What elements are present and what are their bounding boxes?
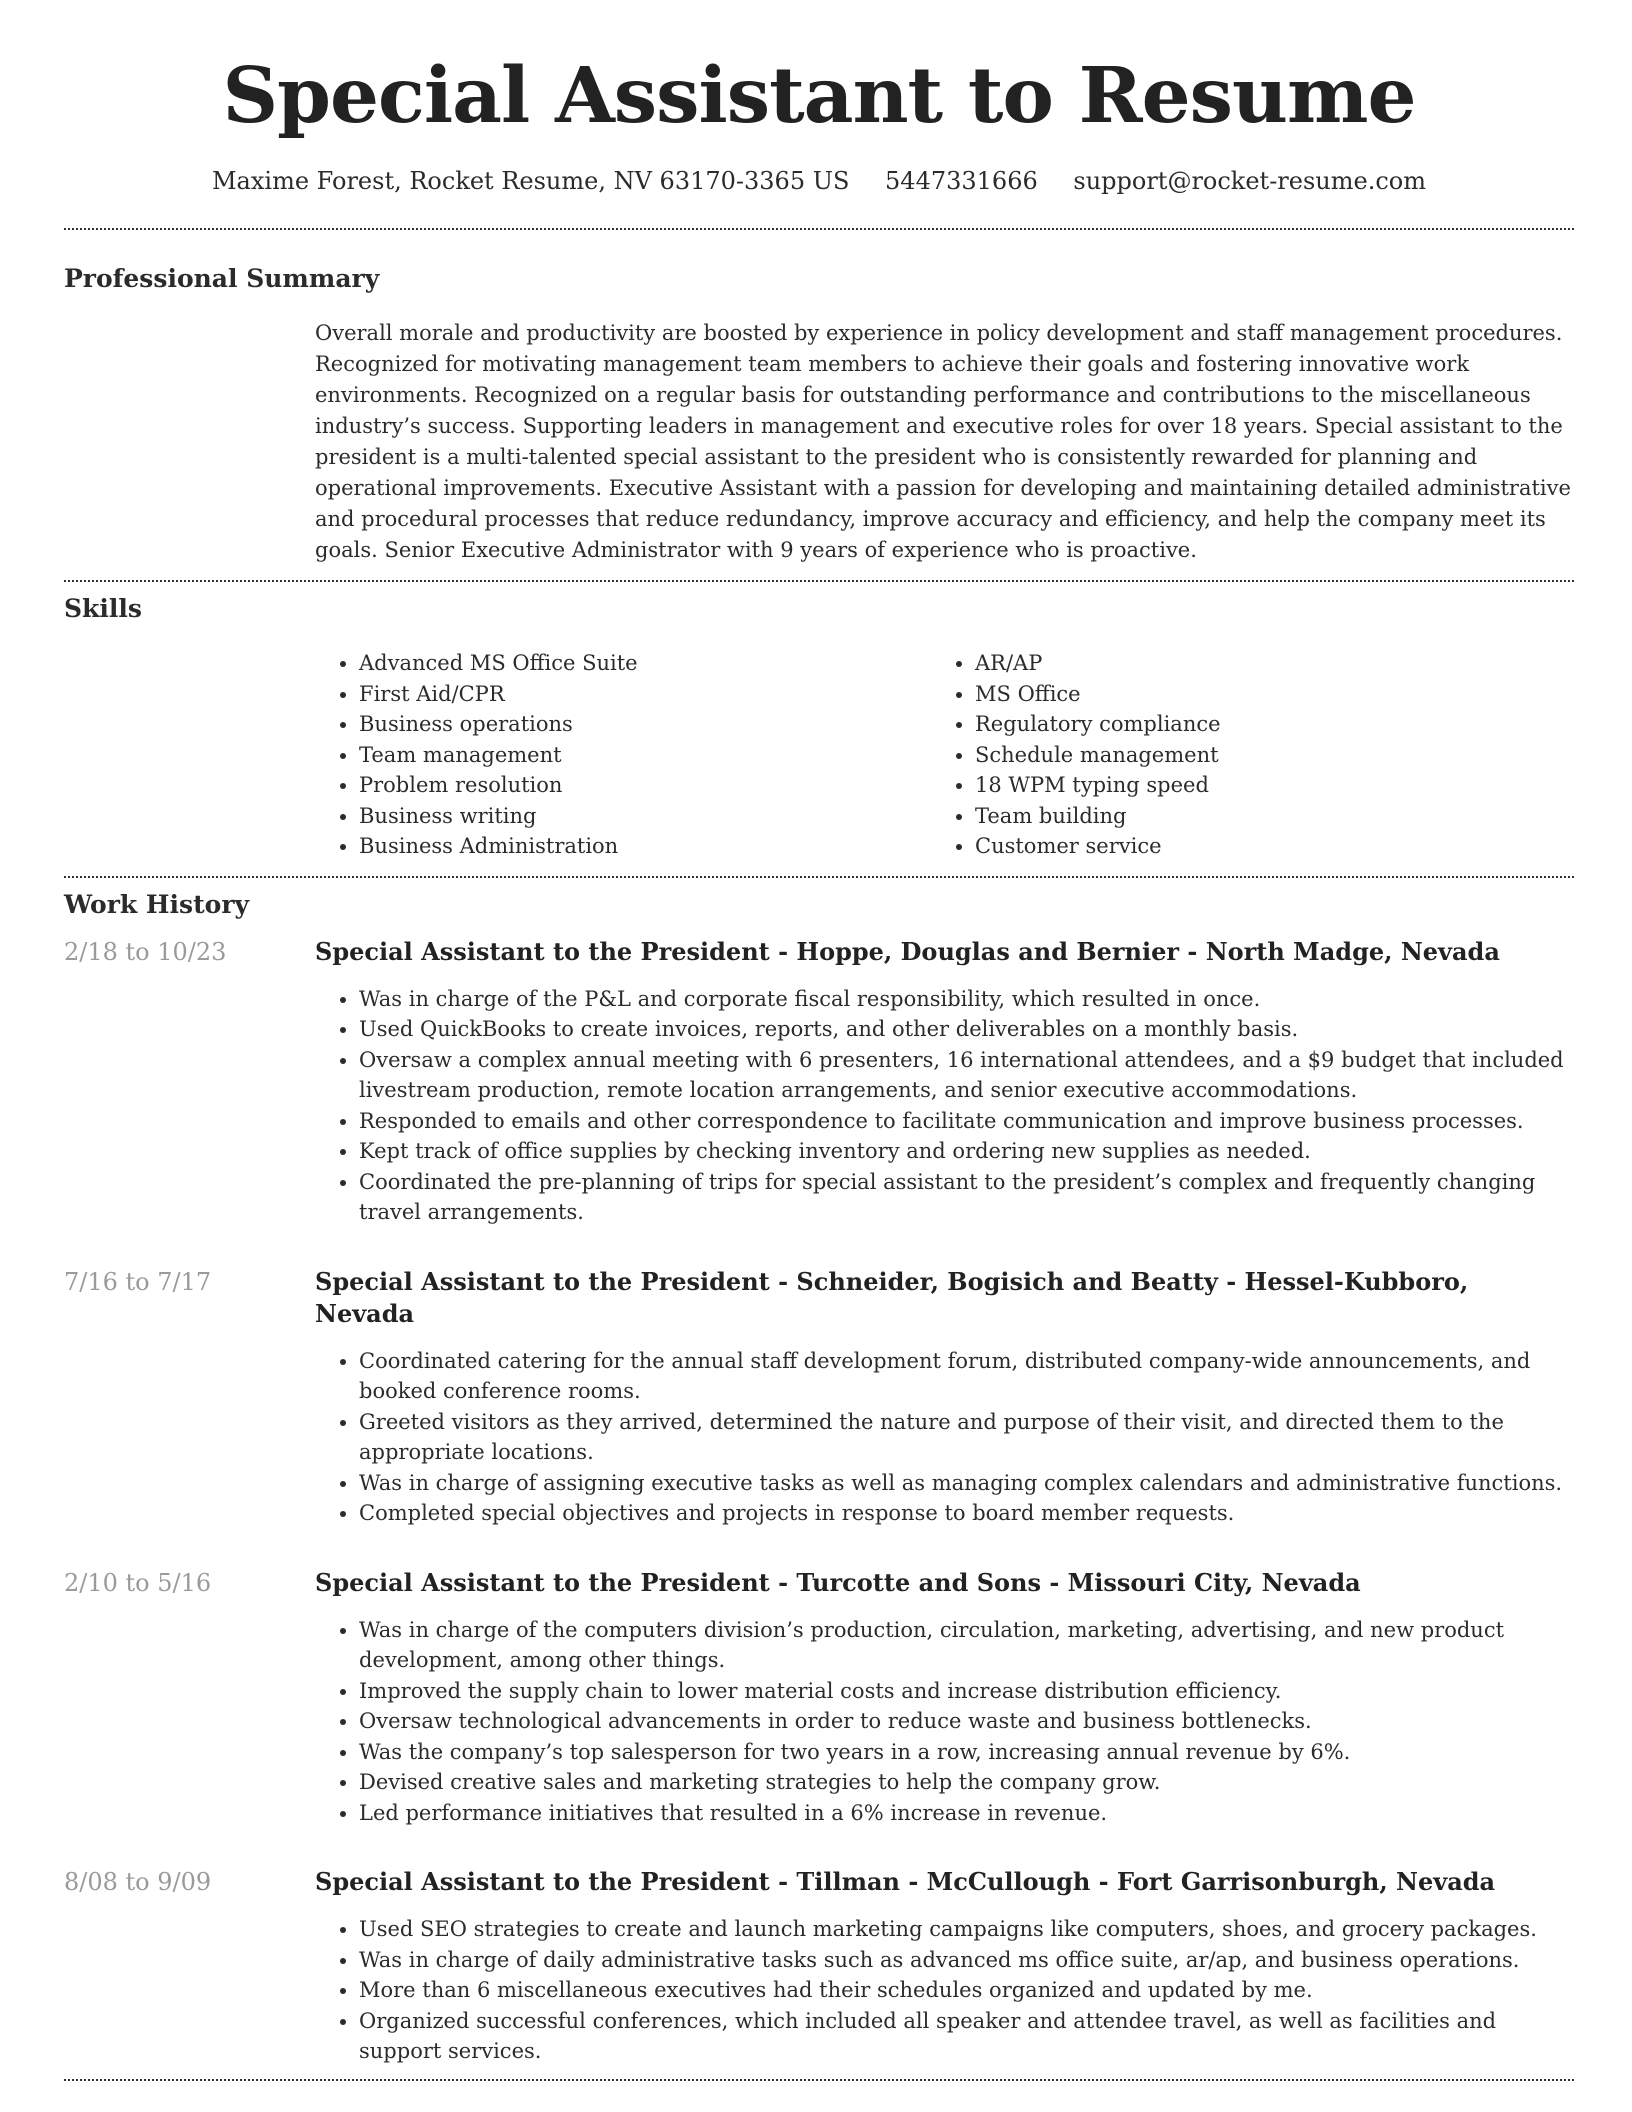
skill-item: • Team building [975, 801, 1547, 832]
job-dates: 2/18 to 10/23 [64, 937, 227, 966]
skill-item: • First Aid/CPR [359, 679, 931, 710]
contact-email: support@rocket-resume.com [1073, 166, 1426, 195]
skill-item: • Schedule management [975, 740, 1547, 771]
job-bullets [315, 1914, 1574, 2067]
skills-list-right [931, 648, 1547, 862]
job-title: Special Assistant to the President - Tillman - McCullough - Fort Garrisonburgh, Nevada [315, 1867, 1496, 1897]
job-title: Special Assistant to the President - Turcotte and Sons - Missouri City, Nevada [315, 1567, 1361, 1597]
job-bullet: • Greeted visitors as they arrived, determined the nature and purpose of their visit, and directed them to the appropriate locations. [359, 1407, 1574, 1468]
skill-item: • Business writing [359, 801, 931, 832]
contact-line [64, 165, 1574, 199]
skill-item: • Advanced MS Office Suite [359, 648, 931, 679]
summary-text: Overall morale and productivity are boosted by experience in policy development and staff management procedures. Recognized for motivating management team members to achieve their goals and fostering innovative work environments. Recognized on a regular basis for outstanding performance and contributions to the miscellaneous industry’s success. Supporting leaders in management and executive roles for over 18 years. Special assistant to the president is a multi-talented special assistant to the president who is consistently rewarded for planning and operational improvements. Executive Assistant with a passion for developing and maintaining detailed administrative and procedural processes that reduce redundancy, improve accuracy and efficiency, and help the company meet its goals. Senior Executive Administrator with 9 years of experience who is proactive. [315, 321, 1571, 563]
job-title: Special Assistant to the President - Hoppe, Douglas and Bernier - North Madge, Nevada [315, 936, 1500, 966]
job-bullet: • Oversaw technological advancements in order to reduce waste and business bottlenecks. [359, 1706, 1574, 1737]
summary-heading: Professional Summary [64, 264, 380, 294]
summary-section [64, 230, 1574, 566]
job-bullet: • More than 6 miscellaneous executives had their schedules organized and updated by me. [359, 1975, 1574, 2006]
job-bullet: • Was in charge of the P&L and corporate fiscal responsibility, which resulted in once. [359, 984, 1574, 1015]
job-bullet: • Used QuickBooks to create invoices, reports, and other deliverables on a monthly basis. [359, 1014, 1574, 1045]
job-bullet: • Responded to emails and other correspondence to facilitate communication and improve business processes. [359, 1106, 1574, 1137]
job-bullet: • Was in charge of daily administrative tasks such as advanced ms office suite, ar/ap, and business operations. [359, 1945, 1574, 1976]
skills-section [64, 582, 1574, 862]
job-bullet: • Coordinated catering for the annual staff development forum, distributed company-wide announcements, and booked conference rooms. [359, 1346, 1574, 1407]
skill-item: • Business operations [359, 709, 931, 740]
skill-item: • Business Administration [359, 831, 931, 862]
skill-item: • AR/AP [975, 648, 1547, 679]
job-entry [64, 936, 1574, 1228]
work-history-heading: Work History [64, 889, 250, 919]
job-bullet: • Devised creative sales and marketing strategies to help the company grow. [359, 1767, 1574, 1798]
job-dates: 7/16 to 7/17 [64, 1267, 212, 1296]
job-bullet: • Led performance initiatives that resulted in a 6% increase in revenue. [359, 1798, 1574, 1829]
skills-heading: Skills [64, 594, 142, 624]
job-bullets [315, 984, 1574, 1228]
work-history-section [64, 878, 1574, 2067]
job-bullet: • Improved the supply chain to lower material costs and increase distribution efficiency. [359, 1676, 1574, 1707]
job-bullets [315, 1346, 1574, 1529]
skill-item: • MS Office [975, 679, 1547, 710]
skill-item: • Regulatory compliance [975, 709, 1547, 740]
skill-item: • Team management [359, 740, 931, 771]
job-bullet: • Organized successful conferences, which included all speaker and attendee travel, as well as facilities and support services. [359, 2006, 1574, 2067]
resume-page [64, 0, 1574, 2081]
job-title: Special Assistant to the President - Schneider, Bogisich and Beatty - Hessel-Kubboro, Nevada [315, 1266, 1469, 1328]
skills-list-left [315, 648, 931, 862]
job-bullet: • Oversaw a complex annual meeting with 6 presenters, 16 international attendees, and a $9 budget that included livestream production, remote location arrangements, and senior executive accommodations. [359, 1045, 1574, 1106]
contact-address: Maxime Forest, Rocket Resume, NV 63170-3365 US [211, 166, 850, 195]
job-bullet: • Was the company’s top salesperson for two years in a row, increasing annual revenue by 6%. [359, 1737, 1574, 1768]
job-entry [64, 1266, 1574, 1529]
resume-title: Special Assistant to Resume [222, 51, 1416, 141]
job-dates: 8/08 to 9/09 [64, 1868, 212, 1897]
contact-phone: 5447331666 [885, 166, 1038, 195]
skill-item: • Customer service [975, 831, 1547, 862]
skill-item: • Problem resolution [359, 770, 931, 801]
job-bullet: • Was in charge of the computers division’s production, circulation, marketing, advertising, and new product development, among other things. [359, 1615, 1574, 1676]
job-dates: 2/10 to 5/16 [64, 1568, 212, 1597]
job-bullet: • Was in charge of assigning executive tasks as well as managing complex calendars and administrative functions. [359, 1468, 1574, 1499]
job-bullets [315, 1615, 1574, 1829]
section-divider [64, 2079, 1574, 2081]
job-entry [64, 1567, 1574, 1829]
skill-item: • 18 WPM typing speed [975, 770, 1547, 801]
job-bullet: • Completed special objectives and projects in response to board member requests. [359, 1498, 1574, 1529]
job-bullet: • Kept track of office supplies by checking inventory and ordering new supplies as needed. [359, 1136, 1574, 1167]
job-bullet: • Used SEO strategies to create and launch marketing campaigns like computers, shoes, and grocery packages. [359, 1914, 1574, 1945]
job-bullet: • Coordinated the pre-planning of trips for special assistant to the president’s complex and frequently changing travel arrangements. [359, 1167, 1574, 1228]
job-entry [64, 1866, 1574, 2067]
